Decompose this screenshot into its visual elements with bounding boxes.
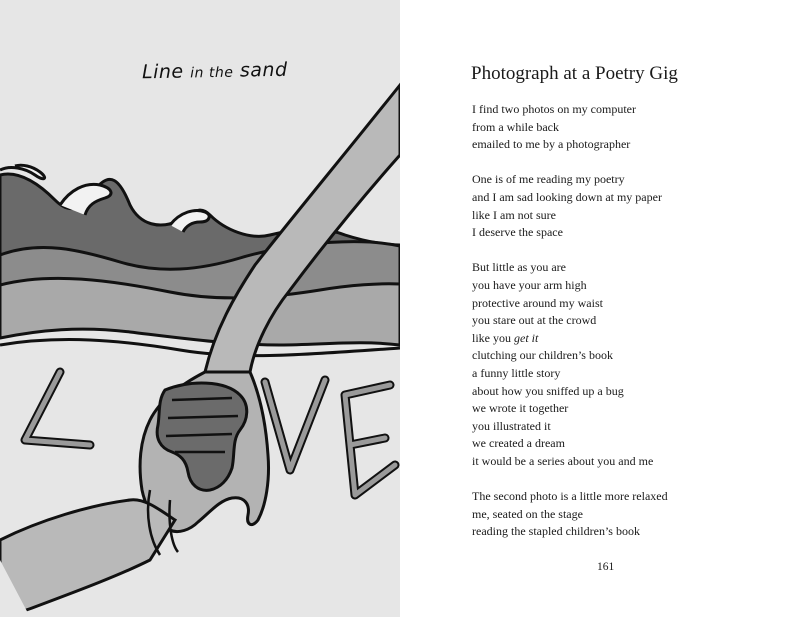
poem-line: The second photo is a little more relaxed — [472, 489, 668, 504]
poem-line-text: like you — [472, 330, 514, 345]
poem-line: I deserve the space — [472, 225, 563, 240]
poem-line: a funny little story — [472, 365, 561, 380]
poem-line: I find two photos on my computer — [472, 102, 636, 116]
poem-line: clutching our children’s book — [472, 348, 613, 363]
illustration-title — [142, 59, 288, 84]
poem-line: we wrote it together — [472, 401, 569, 416]
poem-line: One is of me reading my poetry — [472, 172, 625, 187]
stanza-4 — [472, 488, 772, 541]
poem-line: we created a dream — [472, 436, 565, 451]
poem-emphasis: get it — [514, 330, 539, 345]
page-number: 161 — [597, 561, 615, 573]
poem-line: about how you sniffed up a bug — [472, 383, 624, 398]
stanza-1 — [472, 101, 772, 154]
poem-line: protective around my waist — [472, 295, 603, 310]
poem-line: you stare out at the crowd — [472, 313, 597, 328]
illustration-title-word: Line — [141, 60, 184, 84]
poem-line: like I am not sure — [472, 207, 556, 222]
poem-line: But little as you are — [472, 260, 566, 275]
poem-line: you have your arm high — [472, 277, 587, 292]
poem-line: it would be a series about you and me — [472, 453, 654, 468]
poem-line: emailed to me by a photographer — [472, 137, 631, 152]
poem-line: and I am sad looking down at my paper — [472, 189, 662, 204]
poem-line: me, seated on the stage — [472, 506, 583, 521]
poem-line: you illustrated it — [472, 418, 551, 433]
poem-line — [472, 330, 772, 348]
stanza-2 — [472, 171, 772, 241]
illustration-title-small: in the — [190, 64, 234, 82]
illustration-title-word: sand — [239, 58, 288, 82]
poem-body — [472, 101, 772, 558]
stanza-3 — [472, 259, 772, 470]
poem-title: Photograph at a Poetry Gig — [471, 63, 678, 84]
poem-line: from a while back — [472, 119, 559, 134]
poem-line: reading the stapled children’s book — [472, 524, 640, 539]
